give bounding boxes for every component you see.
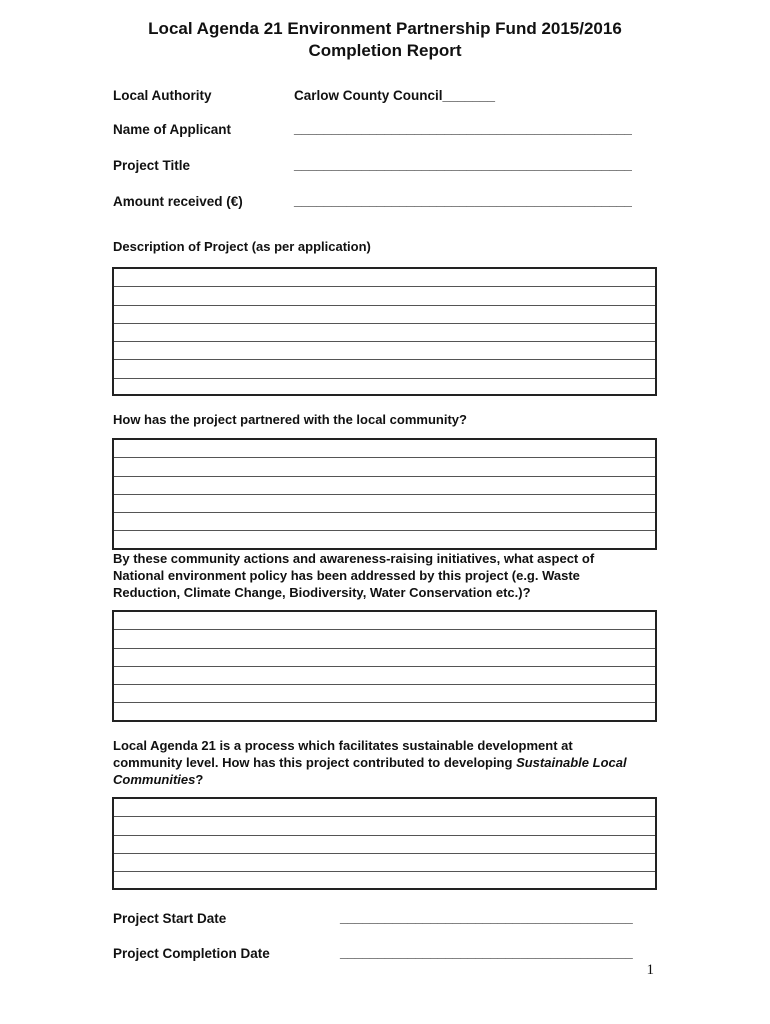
- answer-line: [114, 440, 655, 458]
- answer-line: [114, 649, 655, 667]
- project-start-date-field[interactable]: _______________________________________: [340, 910, 633, 925]
- answer-line: [114, 495, 655, 513]
- answer-line: [114, 342, 655, 360]
- community-partnership-answer-box[interactable]: [112, 438, 657, 550]
- project-title-field[interactable]: _____________________________________________: [294, 157, 632, 172]
- answer-line: [114, 513, 655, 531]
- document-title: Local Agenda 21 Environment Partnership Fund 2015/2016: [148, 19, 622, 38]
- page-number: 1: [646, 962, 654, 978]
- amount-received-field[interactable]: _____________________________________________: [294, 193, 632, 208]
- applicant-name-label: Name of Applicant: [113, 122, 232, 137]
- answer-line: [114, 872, 655, 890]
- description-answer-box[interactable]: [112, 267, 657, 396]
- answer-line: [114, 703, 655, 721]
- answer-line: [114, 667, 655, 685]
- answer-line: [114, 630, 655, 648]
- question-emphasis: Sustainable Local Communities: [113, 755, 627, 787]
- answer-line: [114, 799, 655, 817]
- project-completion-date-field[interactable]: _______________________________________: [340, 945, 633, 960]
- answer-line: [114, 458, 655, 476]
- answer-line: [114, 477, 655, 495]
- environment-policy-answer-box[interactable]: [112, 610, 657, 722]
- question-end: ?: [195, 772, 204, 787]
- answer-line: [114, 531, 655, 549]
- sustainable-communities-answer-box[interactable]: [112, 797, 657, 890]
- applicant-name-field[interactable]: _____________________________________________: [294, 121, 632, 136]
- answer-line: [114, 817, 655, 835]
- project-title-label: Project Title: [113, 158, 191, 173]
- answer-line: [114, 854, 655, 872]
- description-question: Description of Project (as per application): [113, 239, 371, 254]
- local-authority-value[interactable]: Carlow County Council_______: [294, 88, 496, 103]
- question-text: Local Agenda 21 is a process which facilitates sustainable development at community level. How has this project contributed to developing: [113, 738, 573, 770]
- answer-line: [114, 269, 655, 287]
- local-authority-label: Local Authority: [113, 88, 212, 103]
- document-subtitle: Completion Report: [308, 41, 462, 60]
- project-start-date-label: Project Start Date: [113, 911, 227, 926]
- answer-line: [114, 379, 655, 397]
- environment-policy-question: By these community actions and awareness-raising initiatives, what aspect of National environment policy has been addressed by this project (e.g. Waste Reduction, Climate Change, Biodiversity, Water Conservation etc.)?: [113, 551, 595, 600]
- community-partnership-question: How has the project partnered with the local community?: [113, 412, 467, 427]
- answer-line: [114, 685, 655, 703]
- answer-line: [114, 287, 655, 305]
- answer-line: [114, 612, 655, 630]
- answer-line: [114, 324, 655, 342]
- answer-line: [114, 360, 655, 378]
- sustainable-communities-question: [113, 737, 633, 788]
- amount-received-label: Amount received (€): [113, 194, 243, 209]
- answer-line: [114, 836, 655, 854]
- answer-line: [114, 306, 655, 324]
- project-completion-date-label: Project Completion Date: [113, 946, 270, 961]
